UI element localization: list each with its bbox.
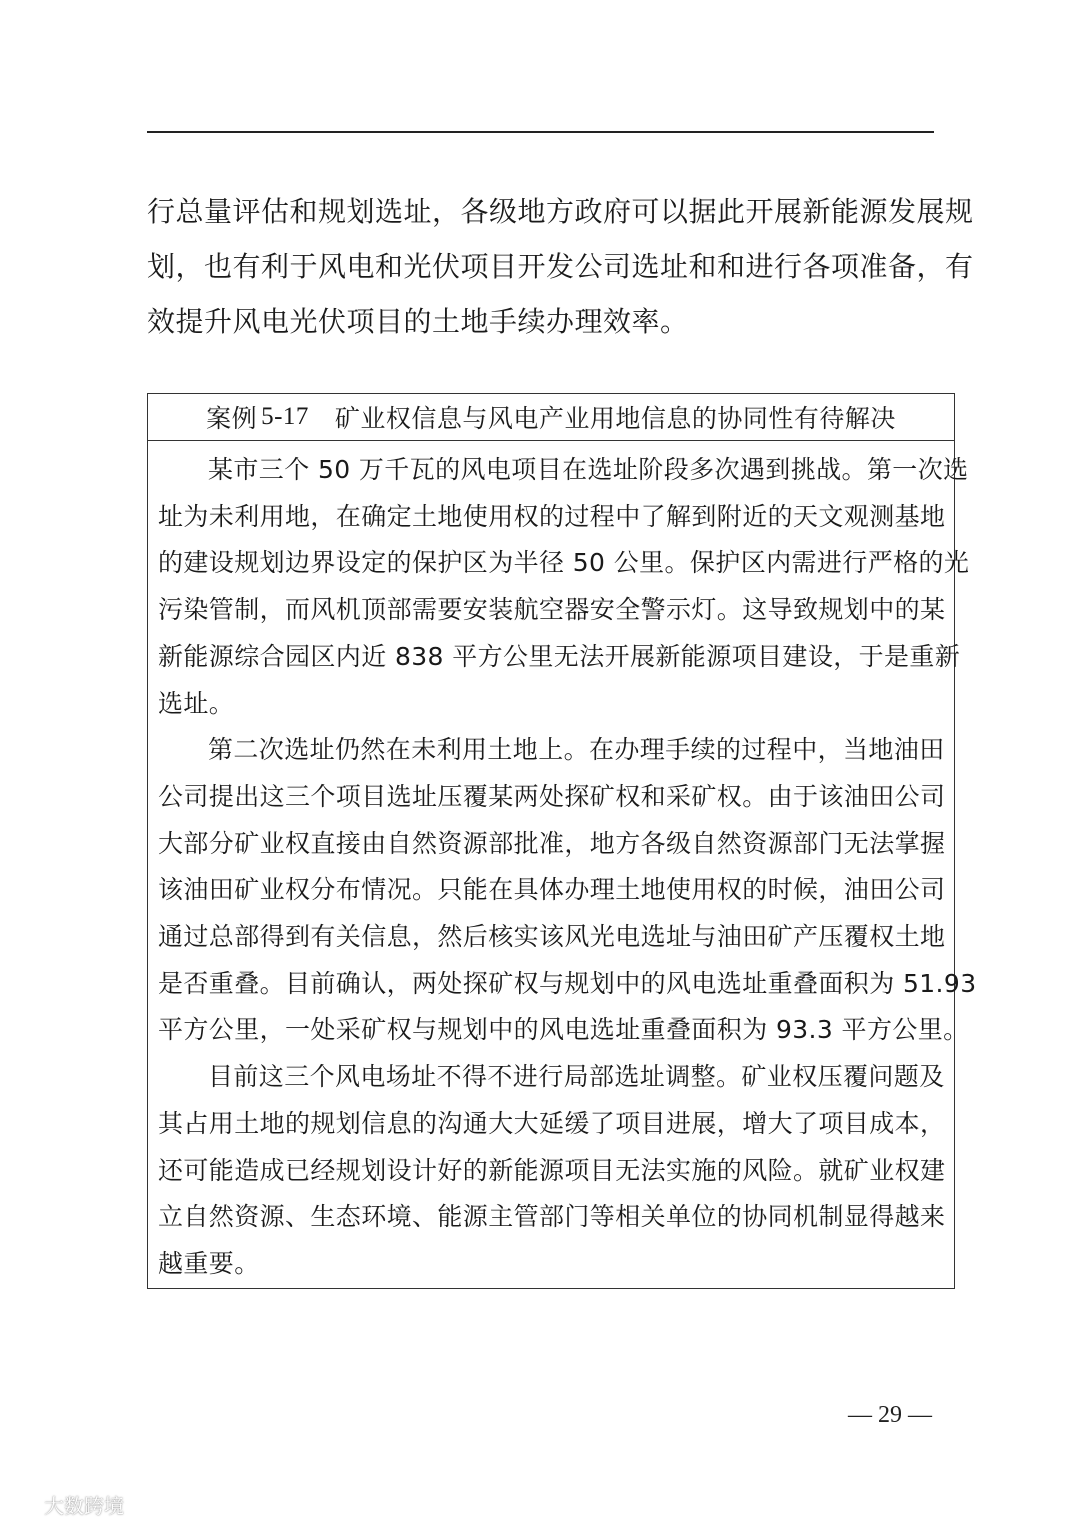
intro-paragraph: [147, 184, 974, 349]
case-body: [148, 441, 977, 1288]
case-line: 该油田矿业权分布情况。只能在具体办理土地使用权的时候，油田公司: [158, 875, 946, 905]
case-line: 是否重叠。目前确认，两处探矿权与规划中的风电选址重叠面积为 51.93: [158, 968, 977, 998]
case-line: 新能源综合园区内近 838 平方公里无法开展新能源项目建设，于是重新: [158, 641, 961, 671]
case-line: 公司提出这三个项目选址压覆某两处探矿权和采矿权。由于该油田公司: [158, 781, 946, 811]
page-number: — 29 —: [848, 1402, 932, 1428]
case-line: 址为未利用地，在确定土地使用权的过程中了解到附近的天文观测基地: [158, 501, 946, 531]
case-line: 通过总部得到有关信息，然后核实该风光电选址与油田矿产压覆权土地: [158, 922, 946, 952]
case-line: 第二次选址仍然在未利用土地上。在办理手续的过程中，当地油田: [208, 735, 945, 765]
case-line: 选址。: [158, 688, 235, 718]
case-line: 目前这三个风电场址不得不进行局部选址调整。矿业权压覆问题及: [208, 1062, 945, 1092]
case-label: 案例: [206, 404, 258, 433]
header-rule: [147, 131, 934, 133]
case-number: 5-17: [261, 403, 309, 430]
case-title-row: [148, 394, 954, 441]
weibo-logo-icon: [8, 1493, 38, 1517]
watermark-text: 大数跨境: [44, 1494, 124, 1518]
case-title: 矿业权信息与风电产业用地信息的协同性有待解决: [334, 404, 896, 433]
case-line: 还可能造成已经规划设计好的新能源项目无法实施的风险。就矿业权建: [158, 1155, 946, 1185]
case-line: 的建设规划边界设定的保护区为半径 50 公里。保护区内需进行严格的光: [158, 548, 970, 578]
case-line: 平方公里，一处采矿权与规划中的风电选址重叠面积为 93.3 平方公里。: [158, 1015, 969, 1045]
case-line: 大部分矿业权直接由自然资源部批准，地方各级自然资源部门无法掌握: [158, 828, 946, 858]
watermark: [8, 1490, 124, 1519]
case-line: 越重要。: [158, 1248, 260, 1278]
intro-line: 划，也有利于风电和光伏项目开发公司选址和和进行各项准备，有: [147, 250, 974, 283]
case-line: 污染管制，而风机顶部需要安装航空器安全警示灯。这导致规划中的某: [158, 595, 946, 625]
intro-line: 行总量评估和规划选址，各级地方政府可以据此开展新能源发展规: [147, 195, 974, 228]
case-line: 立自然资源、生态环境、能源主管部门等相关单位的协同机制显得越来: [158, 1202, 946, 1232]
intro-line: 效提升风电光伏项目的土地手续办理效率。: [147, 305, 689, 338]
case-box: [147, 393, 977, 1289]
case-line: 其占用土地的规划信息的沟通大大延缓了项目进展，增大了项目成本，: [158, 1108, 946, 1138]
case-line: 某市三个 50 万千瓦的风电项目在选址阶段多次遇到挑战。第一次选: [208, 455, 969, 484]
